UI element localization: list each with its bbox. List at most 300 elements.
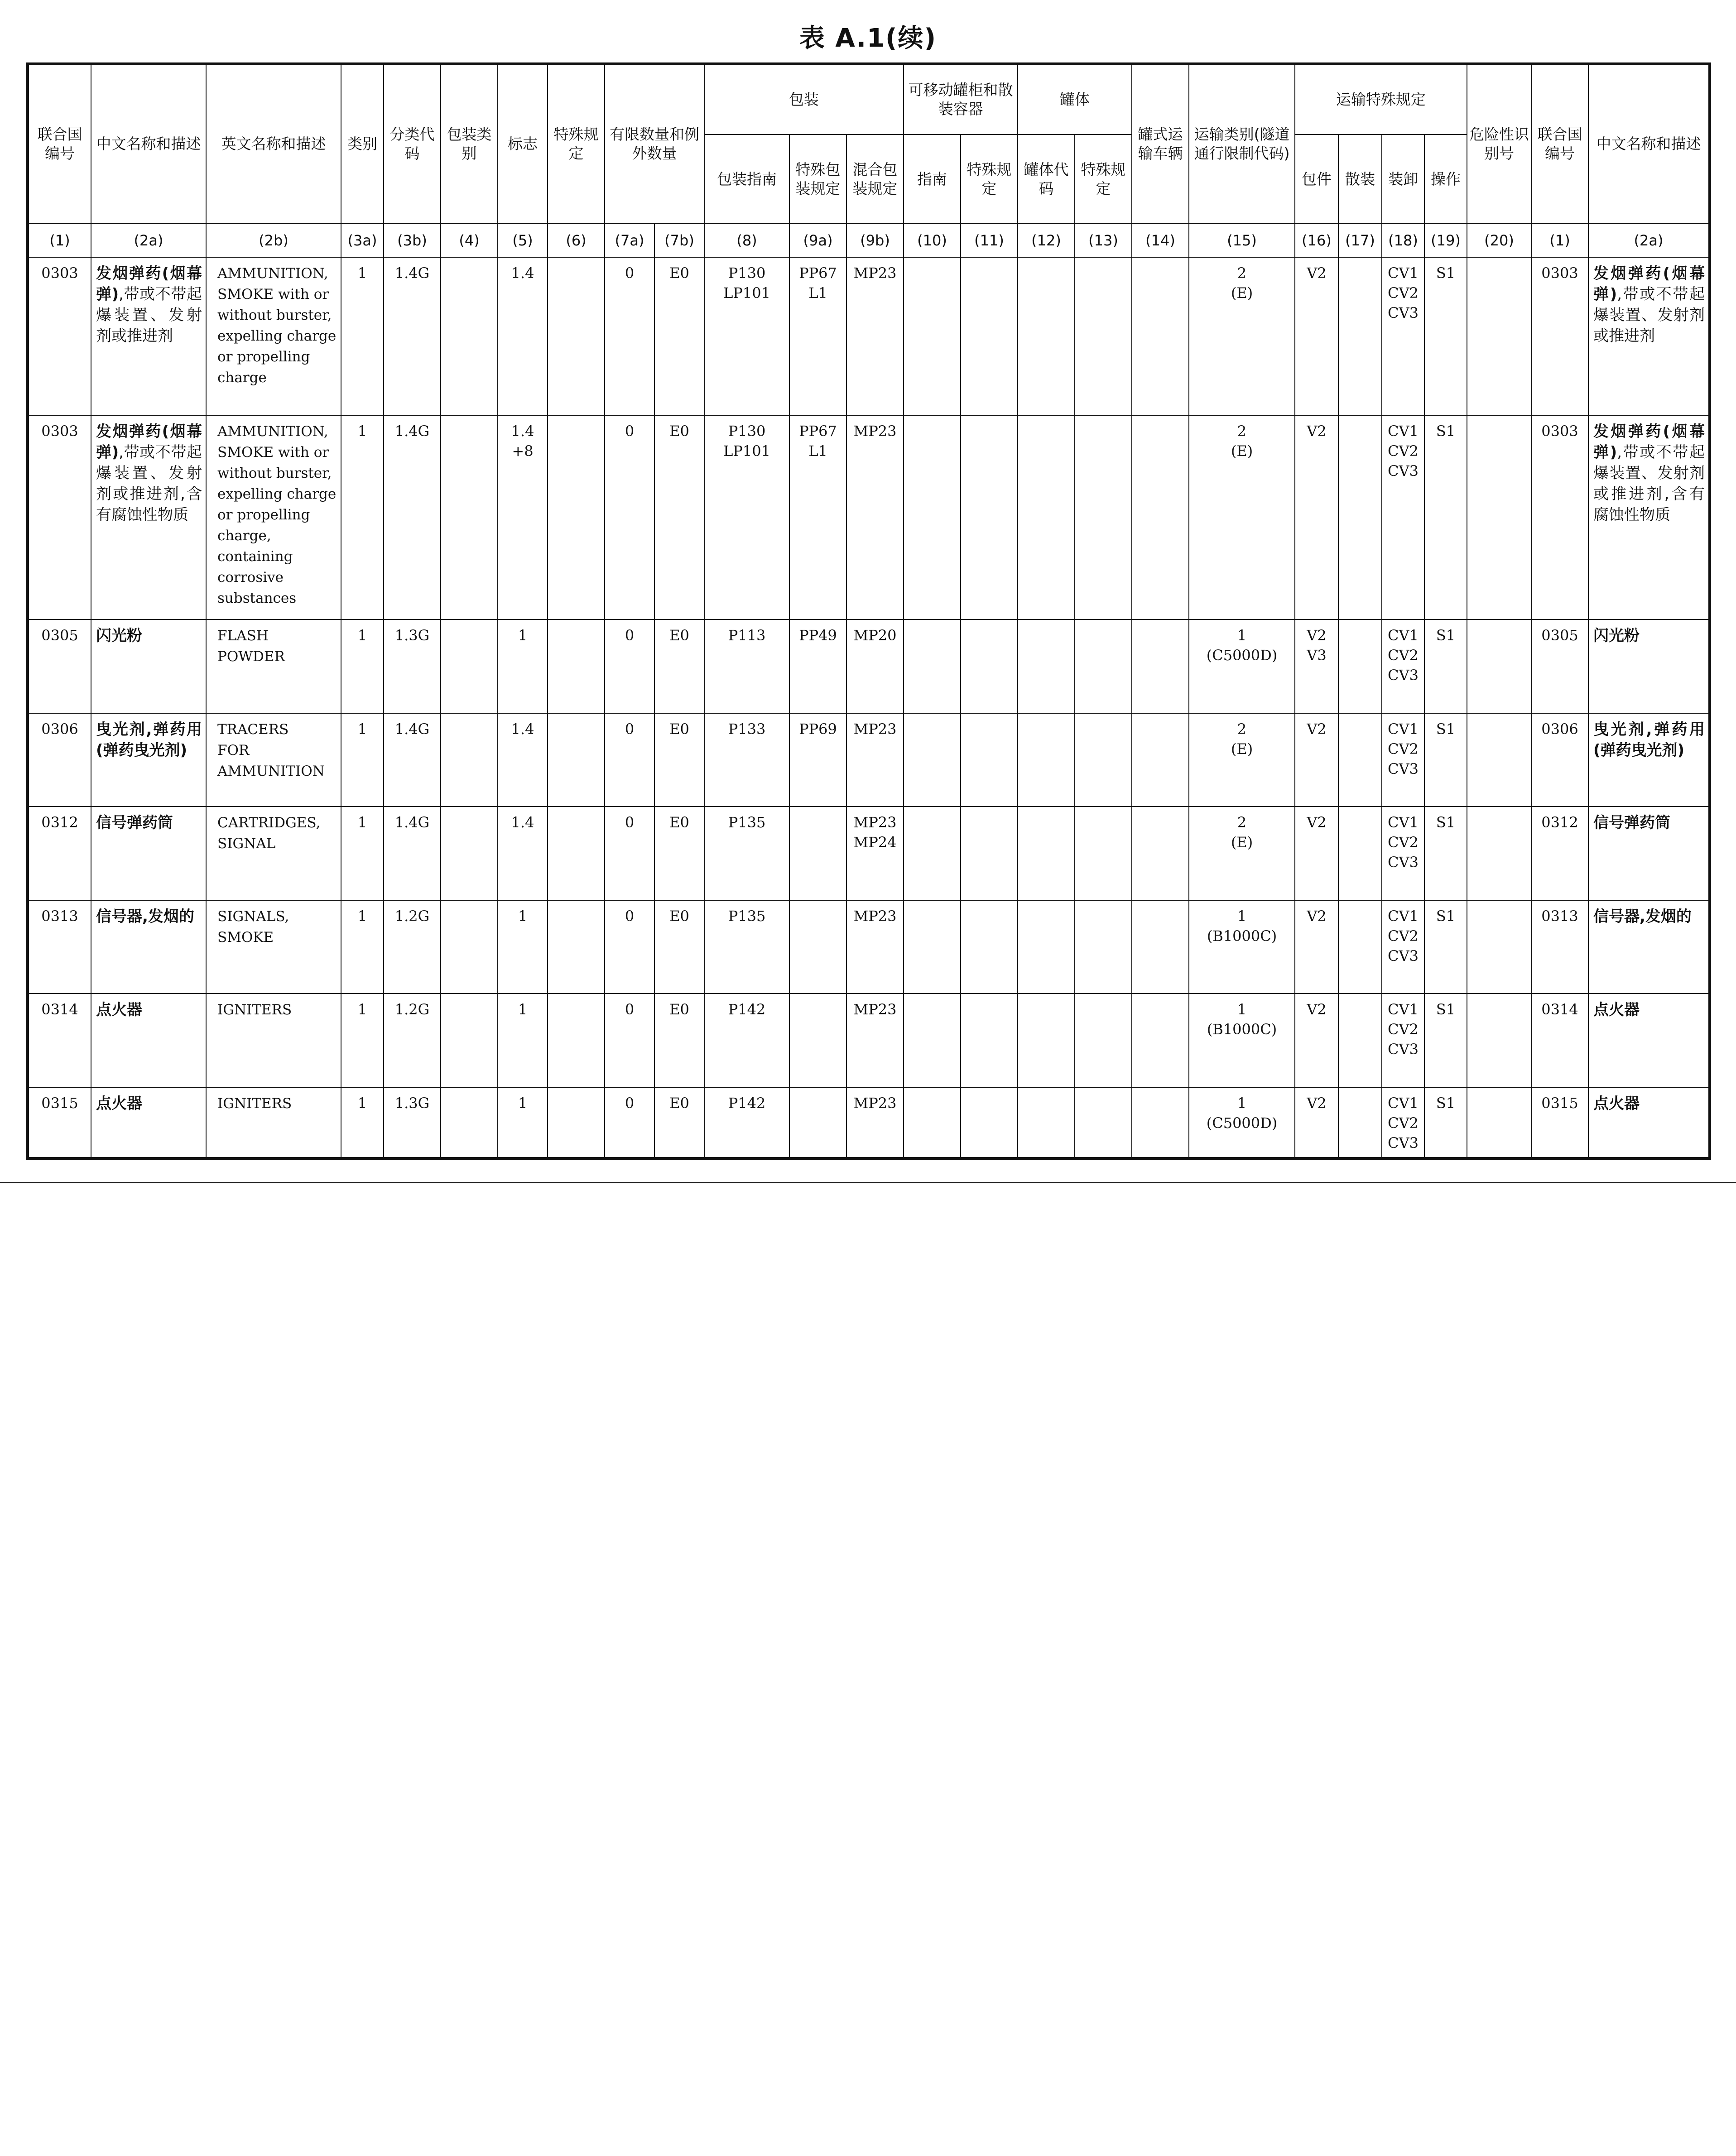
special-operation: S1	[1424, 415, 1467, 619]
dangerous-goods-table	[26, 62, 1711, 1160]
name-cn-right-rest: ,带或不带起爆装置、发射剂或推进剂,含有腐蚀性物质	[1593, 443, 1705, 524]
header-un-no-right: 联合国编号	[1531, 64, 1588, 224]
name-en-line: TRACERS	[217, 721, 289, 738]
name-en	[206, 415, 341, 619]
special-loading-line: CV2	[1388, 442, 1419, 460]
special-loading	[1382, 415, 1424, 619]
table-row	[28, 994, 1710, 1087]
name-en	[206, 994, 341, 1087]
header-transport-cat: 运输类别(隧道通行限制代码)	[1189, 64, 1295, 224]
tank-code	[1018, 257, 1075, 415]
label-line: 1	[518, 1001, 528, 1018]
transport-category-line: 1	[1237, 1094, 1247, 1112]
header-special-pack: 特殊包装规定	[789, 134, 846, 223]
tank-special	[1075, 257, 1132, 415]
portable-tank-instructions	[904, 257, 961, 415]
transport-category-line: 2	[1237, 422, 1247, 440]
tank-special	[1075, 713, 1132, 807]
class-code: 1.3G	[384, 1087, 441, 1159]
pack-instructions	[704, 1087, 789, 1159]
tank-special	[1075, 1087, 1132, 1159]
name-en-line: charge,	[217, 527, 271, 544]
special-loading-line: CV3	[1388, 304, 1419, 322]
portable-tank-special	[961, 807, 1018, 900]
portable-tank-special	[961, 1087, 1018, 1159]
pack-instructions-line: P135	[728, 907, 766, 925]
special-loading-line: CV3	[1388, 667, 1419, 684]
special-operation: S1	[1424, 1087, 1467, 1159]
header-special: 特殊规定	[548, 64, 605, 224]
special-loading	[1382, 257, 1424, 415]
special-operation: S1	[1424, 900, 1467, 994]
hazard-id	[1467, 257, 1531, 415]
column-number: (17)	[1338, 224, 1382, 257]
special-packing	[789, 415, 846, 619]
special-packing-line: PP67	[799, 422, 837, 440]
mixed-packing	[846, 1087, 904, 1159]
pack-instructions	[704, 619, 789, 713]
special-packages-line: V2	[1307, 1001, 1327, 1018]
un-number-right: 0315	[1531, 1087, 1588, 1159]
special-packages-line: V2	[1307, 814, 1327, 831]
portable-tank-instructions	[904, 619, 961, 713]
pack-group	[441, 415, 498, 619]
un-number: 0303	[28, 415, 91, 619]
column-number: (5)	[498, 224, 548, 257]
name-en	[206, 900, 341, 994]
limited-qty: 0	[605, 713, 654, 807]
special-loading	[1382, 1087, 1424, 1159]
name-cn-right	[1588, 807, 1710, 900]
special-packing-line: PP69	[799, 720, 837, 738]
special-loading-line: CV1	[1388, 1001, 1419, 1018]
special-packing	[789, 1087, 846, 1159]
name-cn-right-bold: 曳光剂,弹药用(弹药曳光剂)	[1593, 720, 1705, 759]
portable-tank-special	[961, 994, 1018, 1087]
un-number-right: 0306	[1531, 713, 1588, 807]
name-cn	[91, 257, 206, 415]
special-packing	[789, 994, 846, 1087]
special-loading-line: CV1	[1388, 907, 1419, 925]
special-loading-line: CV2	[1388, 740, 1419, 758]
name-cn-right	[1588, 994, 1710, 1087]
class-code: 1.4G	[384, 257, 441, 415]
name-cn-right-rest: ,带或不带起爆装置、发射剂或推进剂	[1593, 285, 1705, 346]
special-packages-line: V2	[1307, 907, 1327, 925]
header-portable-tank: 可移动罐柜和散装容器	[904, 64, 1018, 134]
tank-code	[1018, 415, 1075, 619]
tank-special	[1075, 619, 1132, 713]
special-loading-line: CV3	[1388, 947, 1419, 965]
name-cn-right-bold: 闪光粉	[1593, 627, 1640, 645]
limited-qty: 0	[605, 807, 654, 900]
label-line: 1.4	[511, 264, 534, 282]
pack-group	[441, 994, 498, 1087]
mixed-packing-line: MP23	[853, 1001, 897, 1018]
special-bulk	[1338, 415, 1382, 619]
column-number: (7a)	[605, 224, 654, 257]
special-provisions	[548, 900, 605, 994]
portable-tank-instructions	[904, 900, 961, 994]
header-tank-special: 特殊规定	[1075, 134, 1132, 223]
hazard-id	[1467, 1087, 1531, 1159]
un-number: 0314	[28, 994, 91, 1087]
name-cn-rest: ,带或不带起爆装置、发射剂或推进剂,含有腐蚀性物质	[96, 443, 202, 524]
header-operation: 操作	[1424, 134, 1467, 223]
transport-category	[1189, 257, 1295, 415]
limited-qty: 0	[605, 415, 654, 619]
special-packing	[789, 257, 846, 415]
table-row	[28, 415, 1710, 619]
pack-group	[441, 257, 498, 415]
label	[498, 807, 548, 900]
column-number: (3a)	[341, 224, 384, 257]
special-loading-line: CV1	[1388, 264, 1419, 282]
name-cn-right	[1588, 619, 1710, 713]
name-cn-right-bold: 点火器	[1593, 1094, 1640, 1113]
column-number: (16)	[1295, 224, 1338, 257]
column-number: (18)	[1382, 224, 1424, 257]
name-en-line: AMMUNITION	[217, 763, 325, 779]
name-cn-bold: 点火器	[96, 1094, 142, 1113]
transport-category-line: (B1000C)	[1207, 927, 1277, 945]
special-packing	[789, 619, 846, 713]
special-packages-line: V2	[1307, 1094, 1327, 1112]
class-code: 1.4G	[384, 713, 441, 807]
header-instructions: 指南	[904, 134, 961, 223]
column-number: (4)	[441, 224, 498, 257]
special-provisions	[548, 257, 605, 415]
name-en-line: expelling charge	[217, 328, 337, 345]
header-limited-qty: 有限数量和例外数量	[605, 64, 704, 224]
special-packages-line: V2	[1307, 720, 1327, 738]
tank-special	[1075, 900, 1132, 994]
label	[498, 994, 548, 1087]
class: 1	[341, 1087, 384, 1159]
tank-special	[1075, 807, 1132, 900]
header-class: 类别	[341, 64, 384, 224]
mixed-packing-line: MP20	[853, 627, 897, 644]
special-packages-line: V2	[1307, 422, 1327, 440]
name-cn-bold: 点火器	[96, 1001, 142, 1019]
name-cn-right	[1588, 900, 1710, 994]
name-en-line: SIGNAL	[217, 836, 276, 852]
special-packages-line: V2	[1307, 264, 1327, 282]
excepted-qty: E0	[654, 713, 704, 807]
pack-instructions-line: LP101	[723, 284, 770, 302]
limited-qty: 0	[605, 1087, 654, 1159]
name-cn-right-bold: 点火器	[1593, 1001, 1640, 1019]
special-loading	[1382, 994, 1424, 1087]
class-code: 1.2G	[384, 900, 441, 994]
table-row	[28, 619, 1710, 713]
name-en-line: SMOKE with or	[217, 444, 329, 461]
special-provisions	[548, 415, 605, 619]
column-number: (12)	[1018, 224, 1075, 257]
name-cn	[91, 619, 206, 713]
name-cn-bold: 信号弹药筒	[96, 814, 173, 832]
header-class-code: 分类代码	[384, 64, 441, 224]
special-operation: S1	[1424, 619, 1467, 713]
class: 1	[341, 713, 384, 807]
un-number-right: 0312	[1531, 807, 1588, 900]
mixed-packing	[846, 807, 904, 900]
column-number: (10)	[904, 224, 961, 257]
table-row	[28, 713, 1710, 807]
name-en	[206, 1087, 341, 1159]
header-pack-instr: 包装指南	[704, 134, 789, 223]
header-label: 标志	[498, 64, 548, 224]
name-cn-rest: ,带或不带起爆装置、发射剂或推进剂	[96, 285, 202, 346]
header-tank-code: 罐体代码	[1018, 134, 1075, 223]
label-line: 1.4	[511, 422, 534, 440]
tank-vehicle	[1132, 807, 1189, 900]
table-caption: 表 A.1(续)	[799, 24, 937, 53]
special-operation: S1	[1424, 257, 1467, 415]
header-bulk: 散装	[1338, 134, 1382, 223]
pack-group	[441, 807, 498, 900]
name-cn-bold: 发烟弹药(烟幕弹)	[96, 264, 202, 304]
pack-instructions	[704, 994, 789, 1087]
limited-qty: 0	[605, 257, 654, 415]
label-line: 1	[518, 1094, 528, 1112]
table-row	[28, 900, 1710, 994]
pack-instructions	[704, 713, 789, 807]
class: 1	[341, 807, 384, 900]
special-loading-line: CV1	[1388, 814, 1419, 831]
special-packing-line: PP49	[799, 627, 837, 644]
class: 1	[341, 900, 384, 994]
header-tank: 罐体	[1018, 64, 1132, 134]
mixed-packing-line: MP23	[853, 1094, 897, 1112]
header-packages: 包件	[1295, 134, 1338, 223]
column-number: (19)	[1424, 224, 1467, 257]
name-cn	[91, 713, 206, 807]
name-en-line: SMOKE with or	[217, 286, 329, 303]
special-packages-line: V3	[1307, 647, 1327, 664]
label-line: 1	[518, 627, 528, 644]
mixed-packing-line: MP23	[853, 720, 897, 738]
column-number: (11)	[961, 224, 1018, 257]
transport-category-line: 2	[1237, 720, 1247, 738]
tank-code	[1018, 1087, 1075, 1159]
pack-instructions-line: P142	[728, 1094, 766, 1112]
column-number: (1)	[1531, 224, 1588, 257]
name-en-line: substances	[217, 590, 297, 606]
mixed-packing-line: MP23	[853, 422, 897, 440]
tank-vehicle	[1132, 619, 1189, 713]
special-packages	[1295, 415, 1338, 619]
portable-tank-instructions	[904, 415, 961, 619]
tank-vehicle	[1132, 1087, 1189, 1159]
header-transport-special: 运输特殊规定	[1295, 64, 1467, 134]
label-line: 1.4	[511, 720, 534, 738]
un-number-right: 0305	[1531, 619, 1588, 713]
mixed-packing	[846, 619, 904, 713]
transport-category	[1189, 713, 1295, 807]
special-operation: S1	[1424, 807, 1467, 900]
column-number: (7b)	[654, 224, 704, 257]
portable-tank-instructions	[904, 1087, 961, 1159]
class-code: 1.4G	[384, 415, 441, 619]
name-cn-right-bold: 发烟弹药(烟幕弹)	[1593, 422, 1705, 461]
special-packages	[1295, 713, 1338, 807]
name-cn-right	[1588, 713, 1710, 807]
special-loading-line: CV2	[1388, 927, 1419, 945]
name-en-line: FOR	[217, 742, 250, 759]
special-operation: S1	[1424, 713, 1467, 807]
portable-tank-instructions	[904, 994, 961, 1087]
header-pack-group: 包装类别	[441, 64, 498, 224]
excepted-qty: E0	[654, 900, 704, 994]
mixed-packing-line: MP23	[853, 814, 897, 831]
class-code: 1.2G	[384, 994, 441, 1087]
pack-instructions	[704, 900, 789, 994]
special-loading-line: CV1	[1388, 1094, 1419, 1112]
name-en-line: expelling charge	[217, 485, 337, 502]
column-number: (1)	[28, 224, 91, 257]
special-packing-line: L1	[808, 442, 827, 460]
tank-vehicle	[1132, 415, 1189, 619]
un-number: 0303	[28, 257, 91, 415]
special-loading-line: CV2	[1388, 834, 1419, 851]
label	[498, 257, 548, 415]
tank-code	[1018, 807, 1075, 900]
label	[498, 1087, 548, 1159]
transport-category-line: (E)	[1231, 284, 1253, 302]
portable-tank-special	[961, 619, 1018, 713]
header-un-no: 联合国编号	[28, 64, 91, 224]
name-cn-bold: 闪光粉	[96, 627, 142, 645]
special-loading-line: CV3	[1388, 1041, 1419, 1058]
name-cn	[91, 900, 206, 994]
special-provisions	[548, 807, 605, 900]
column-number-row	[28, 224, 1710, 257]
special-loading-line: CV1	[1388, 627, 1419, 644]
name-en-line: CARTRIDGES,	[217, 815, 321, 831]
tank-vehicle	[1132, 994, 1189, 1087]
column-number: (13)	[1075, 224, 1132, 257]
hazard-id	[1467, 900, 1531, 994]
special-bulk	[1338, 713, 1382, 807]
class: 1	[341, 257, 384, 415]
limited-qty: 0	[605, 619, 654, 713]
hazard-id	[1467, 619, 1531, 713]
header-packaging: 包装	[704, 64, 904, 134]
special-loading-line: CV3	[1388, 760, 1419, 778]
table-row	[28, 807, 1710, 900]
name-en	[206, 807, 341, 900]
pack-group	[441, 713, 498, 807]
pack-instructions-line: P135	[728, 814, 766, 831]
transport-category	[1189, 619, 1295, 713]
special-loading-line: CV2	[1388, 1114, 1419, 1132]
special-loading	[1382, 619, 1424, 713]
name-en-line: AMMUNITION,	[217, 265, 328, 282]
name-en-line: SMOKE	[217, 929, 274, 946]
transport-category-line: (E)	[1231, 740, 1253, 758]
pack-group	[441, 900, 498, 994]
name-en	[206, 257, 341, 415]
name-cn-bold: 曳光剂,弹药用(弹药曳光剂)	[96, 720, 202, 759]
special-loading-line: CV2	[1388, 647, 1419, 664]
tank-code	[1018, 900, 1075, 994]
label	[498, 900, 548, 994]
column-number: (2a)	[91, 224, 206, 257]
special-packages	[1295, 994, 1338, 1087]
transport-category-line: 1	[1237, 627, 1247, 644]
name-cn-right-bold: 发烟弹药(烟幕弹)	[1593, 264, 1705, 304]
un-number-right: 0313	[1531, 900, 1588, 994]
special-loading	[1382, 713, 1424, 807]
un-number-right: 0314	[1531, 994, 1588, 1087]
label	[498, 713, 548, 807]
mixed-packing-line: MP23	[853, 907, 897, 925]
special-packages-line: V2	[1307, 627, 1327, 644]
mixed-packing-line: MP24	[853, 834, 897, 851]
name-cn-right-bold: 信号弹药筒	[1593, 814, 1671, 832]
tank-code	[1018, 619, 1075, 713]
name-cn-right	[1588, 415, 1710, 619]
special-provisions	[548, 1087, 605, 1159]
column-number: (8)	[704, 224, 789, 257]
table-row	[28, 1087, 1710, 1159]
transport-category-line: (E)	[1231, 834, 1253, 851]
pack-instructions-line: P130	[728, 422, 766, 440]
special-loading-line: CV1	[1388, 720, 1419, 738]
excepted-qty: E0	[654, 994, 704, 1087]
excepted-qty: E0	[654, 1087, 704, 1159]
special-packing-line: PP67	[799, 264, 837, 282]
name-cn-bold: 信号器,发烟的	[96, 907, 194, 926]
hazard-id	[1467, 807, 1531, 900]
label-line: 1	[518, 907, 528, 925]
special-bulk	[1338, 1087, 1382, 1159]
excepted-qty: E0	[654, 257, 704, 415]
mixed-packing	[846, 994, 904, 1087]
tank-vehicle	[1132, 713, 1189, 807]
header-tank-vehicle: 罐式运输车辆	[1132, 64, 1189, 224]
column-number: (2a)	[1588, 224, 1710, 257]
hazard-id	[1467, 713, 1531, 807]
transport-category-line: 2	[1237, 814, 1247, 831]
name-en-line: or propelling	[217, 506, 310, 523]
label	[498, 619, 548, 713]
mixed-packing	[846, 713, 904, 807]
portable-tank-instructions	[904, 713, 961, 807]
portable-tank-special	[961, 713, 1018, 807]
class: 1	[341, 994, 384, 1087]
special-loading-line: CV3	[1388, 462, 1419, 480]
name-en	[206, 619, 341, 713]
mixed-packing	[846, 900, 904, 994]
special-packing	[789, 807, 846, 900]
name-en-line: FLASH	[217, 628, 269, 644]
name-cn	[91, 1087, 206, 1159]
pack-instructions	[704, 257, 789, 415]
pack-instructions-line: LP101	[723, 442, 770, 460]
transport-category	[1189, 994, 1295, 1087]
pack-group	[441, 1087, 498, 1159]
transport-category	[1189, 415, 1295, 619]
name-cn-right-bold: 信号器,发烟的	[1593, 907, 1692, 926]
header-loading: 装卸	[1382, 134, 1424, 223]
special-packages	[1295, 619, 1338, 713]
special-packages	[1295, 1087, 1338, 1159]
table-row	[28, 257, 1710, 415]
special-provisions	[548, 994, 605, 1087]
special-bulk	[1338, 619, 1382, 713]
